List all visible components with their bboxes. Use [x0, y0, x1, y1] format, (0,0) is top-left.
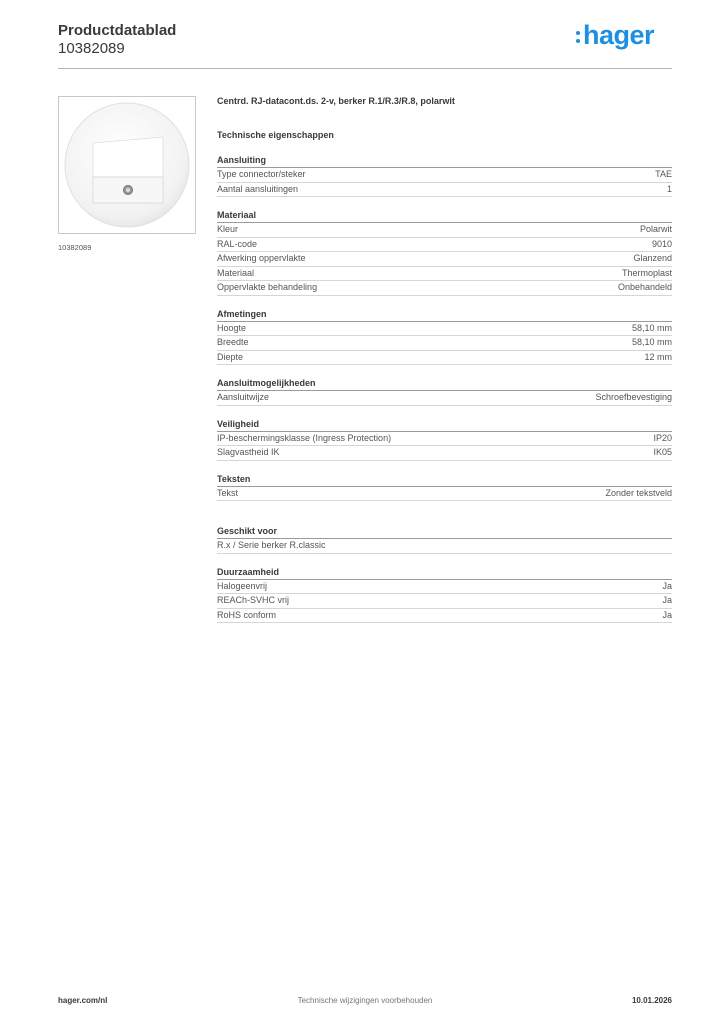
section-duurzaamheid	[217, 566, 672, 624]
spec-label: RoHS conform	[217, 609, 277, 620]
spec-label: Oppervlakte behandeling	[217, 282, 318, 292]
spec-row	[217, 336, 672, 351]
spec-row	[217, 168, 672, 183]
spec-label: R.x / Serie berker R.classic	[217, 540, 326, 550]
spec-value: Ja	[662, 609, 672, 620]
spec-row	[217, 609, 672, 624]
footer-website-link[interactable]: hager.com/nl	[58, 996, 108, 1005]
spec-value: Ja	[662, 580, 672, 591]
hager-logo[interactable]	[576, 20, 654, 50]
spec-label: Breedte	[217, 337, 249, 347]
spec-label: IP-beschermingsklasse (Ingress Protection)	[217, 432, 392, 443]
spec-row	[217, 252, 672, 267]
spec-value: Ja	[662, 595, 672, 605]
spec-label: Aantal aansluitingen	[217, 183, 299, 194]
spec-value: 12 mm	[644, 351, 672, 362]
spec-value: 9010	[651, 238, 672, 249]
spec-value: TAE	[655, 169, 672, 179]
section-title: Duurzaamheid	[217, 566, 672, 580]
spec-label: Slagvastheid IK	[217, 447, 280, 457]
footer-date: 10.01.2026	[631, 996, 672, 1005]
spec-label: REACh-SVHC vrij	[217, 595, 290, 605]
spec-row	[217, 432, 672, 447]
spec-value: 58,10 mm	[631, 322, 672, 333]
page-footer	[58, 996, 672, 1010]
section-geschikt-voor	[217, 525, 672, 554]
spec-label: Diepte	[217, 351, 244, 362]
page-header	[58, 20, 672, 68]
spec-value: Zonder tekstveld	[605, 487, 672, 498]
document-number: 10382089	[58, 40, 125, 57]
spec-value: Glanzend	[633, 253, 672, 263]
section-title: Aansluiting	[217, 154, 672, 168]
spec-row	[217, 223, 672, 238]
spec-label: Materiaal	[217, 267, 255, 278]
section-title: Geschikt voor	[217, 525, 672, 539]
section-title: Teksten	[217, 473, 672, 487]
spec-row	[217, 281, 672, 296]
spec-value: Onbehandeld	[617, 282, 672, 292]
spec-value: Schroefbevestiging	[595, 392, 672, 402]
section-teksten	[217, 473, 672, 502]
section-aansluiting	[217, 154, 672, 197]
spec-row	[217, 238, 672, 253]
spec-label: Halogeenvrij	[217, 580, 268, 591]
section-aansluitmogelijkheden	[217, 377, 672, 406]
spec-label: Kleur	[217, 224, 239, 234]
spec-row	[217, 594, 672, 609]
document-title: Productdatablad	[58, 22, 177, 39]
spec-label: Aansluitwijze	[217, 392, 270, 402]
spec-value: Polarwit	[639, 224, 672, 234]
spec-value: IK05	[653, 447, 672, 457]
section-title: Afmetingen	[217, 308, 672, 322]
spec-label: Hoogte	[217, 322, 247, 333]
spec-value: 1	[666, 183, 672, 194]
spec-value: IP20	[653, 432, 672, 443]
footer-disclaimer: Technische wijzigingen voorbehouden	[297, 996, 433, 1005]
product-cover-plate-icon	[59, 97, 195, 233]
section-veiligheid	[217, 418, 672, 461]
section-title: Aansluitmogelijkheden	[217, 377, 672, 391]
spec-row	[217, 391, 672, 406]
spec-label: Type connector/steker	[217, 169, 306, 179]
logo-dots-icon	[576, 31, 580, 43]
spec-label: Tekst	[217, 487, 239, 498]
spec-row	[217, 487, 672, 502]
section-materiaal	[217, 209, 672, 296]
logo-text: hager	[582, 19, 654, 50]
product-image	[58, 96, 196, 234]
spec-value: 58,10 mm	[631, 337, 672, 347]
spec-label: Afwerking oppervlakte	[217, 253, 306, 263]
spec-row	[217, 446, 672, 461]
spec-row	[217, 267, 672, 282]
spec-content	[217, 94, 672, 623]
spec-row	[217, 580, 672, 595]
spec-row	[217, 183, 672, 198]
technical-properties-title: Technische eigenschappen	[217, 130, 334, 140]
section-title: Veiligheid	[217, 418, 672, 432]
header-divider	[58, 68, 672, 69]
spec-value: Thermoplast	[621, 267, 672, 278]
section-afmetingen	[217, 308, 672, 366]
product-description: Centrd. RJ-datacont.ds. 2-v, berker R.1/R.3/R.8, polarwit	[217, 96, 455, 106]
spec-row	[217, 322, 672, 337]
spec-row	[217, 351, 672, 366]
spec-row	[217, 539, 672, 554]
spec-label: RAL-code	[217, 238, 258, 249]
product-caption: 10382089	[58, 243, 92, 252]
section-title: Materiaal	[217, 209, 672, 223]
